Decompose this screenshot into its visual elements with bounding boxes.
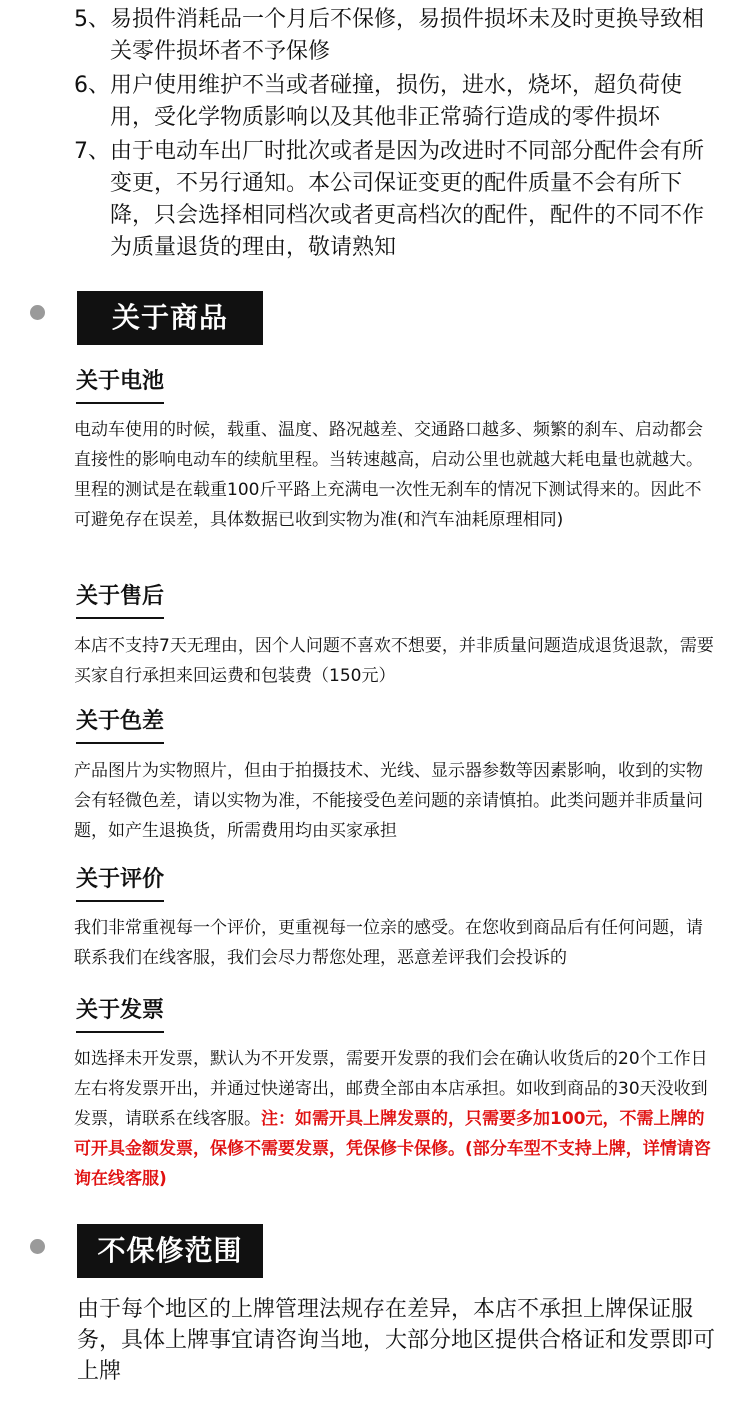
subheading-invoice: 关于发票 <box>76 996 164 1033</box>
list-item-number: 7、 <box>74 139 110 164</box>
list-item-number: 5、 <box>74 7 110 32</box>
list-item <box>74 136 724 264</box>
aftersale-paragraph: 本店不支持7天无理由，因个人问题不喜欢不想要，并非质量问题造成退货退款，需要买家自行承担来回运费和包装费（150元） <box>74 636 714 686</box>
no-warranty-paragraph: 由于每个地区的上牌管理法规存在差异，本店不承担上牌保证服务，具体上牌事宜请咨询当地，大部分地区提供合格证和发票即可上牌 <box>77 1297 716 1384</box>
list-item-text: 易损件消耗品一个月后不保修，易损件损坏未及时更换导致相关零件损坏者不予保修 <box>110 7 705 64</box>
invoice-text: 如选择未开发票，默认为不开发票，需要开发票的我们会在确认收货后的20个工作日左右将发票开出，并通过快递寄出，邮费全部由本店承担。如收到商品的30天没收到发票，请联系在线客服。 <box>74 1049 708 1129</box>
list-item <box>74 70 724 134</box>
section-title-no-warranty: 不保修范围 <box>77 1224 263 1278</box>
color-paragraph: 产品图片为实物照片，但由于拍摄技术、光线、显示器参数等因素影响，收到的实物会有轻微色差，请以实物为准，不能接受色差问题的亲请慎拍。此类问题并非质量问题，如产生退换货，所需费用均由买家承担 <box>74 761 703 841</box>
battery-paragraph: 电动车使用的时候，载重、温度、路况越差、交通路口越多、频繁的刹车、启动都会直接性的影响电动车的续航里程。当转速越高，启动公里也就越大耗电量也就越大。里程的测试是在载重100斤平路上充满电一次性无刹车的情况下测试得来的。因此不可避免存在误差，具体数据已收到实物为准(和汽车油耗原理相同) <box>74 420 703 530</box>
warranty-exclusion-list <box>74 4 724 266</box>
list-item-text: 用户使用维护不当或者碰撞，损伤，进水，烧坏，超负荷使用，受化学物质影响以及其他非正常骑行造成的零件损坏 <box>110 73 683 130</box>
section-bullet-icon <box>30 1239 45 1254</box>
subheading-aftersale: 关于售后 <box>76 582 164 619</box>
subheading-battery: 关于电池 <box>76 367 164 404</box>
subheading-color: 关于色差 <box>76 707 164 744</box>
section-bullet-icon <box>30 305 45 320</box>
invoice-note: 注：如需开具上牌发票的，只需要多加100元，不需上牌的可开具金额发票，保修不需要发票，凭保修卡保修。(部分车型不支持上牌，详情请咨询在线客服) <box>74 1109 711 1189</box>
subheading-review: 关于评价 <box>76 865 164 902</box>
invoice-paragraph <box>74 1044 714 1194</box>
list-item <box>74 4 724 68</box>
review-paragraph: 我们非常重视每一个评价，更重视每一位亲的感受。在您收到商品后有任何问题，请联系我们在线客服，我们会尽力帮您处理，恶意差评我们会投诉的 <box>74 918 703 968</box>
list-item-number: 6、 <box>74 73 110 98</box>
list-item-text: 由于电动车出厂时批次或者是因为改进时不同部分配件会有所变更，不另行通知。本公司保证变更的配件质量不会有所下降，只会选择相同档次或者更高档次的配件，配件的不同不作为质量退货的理由，敬请熟知 <box>110 139 705 260</box>
section-title-product: 关于商品 <box>77 291 263 345</box>
